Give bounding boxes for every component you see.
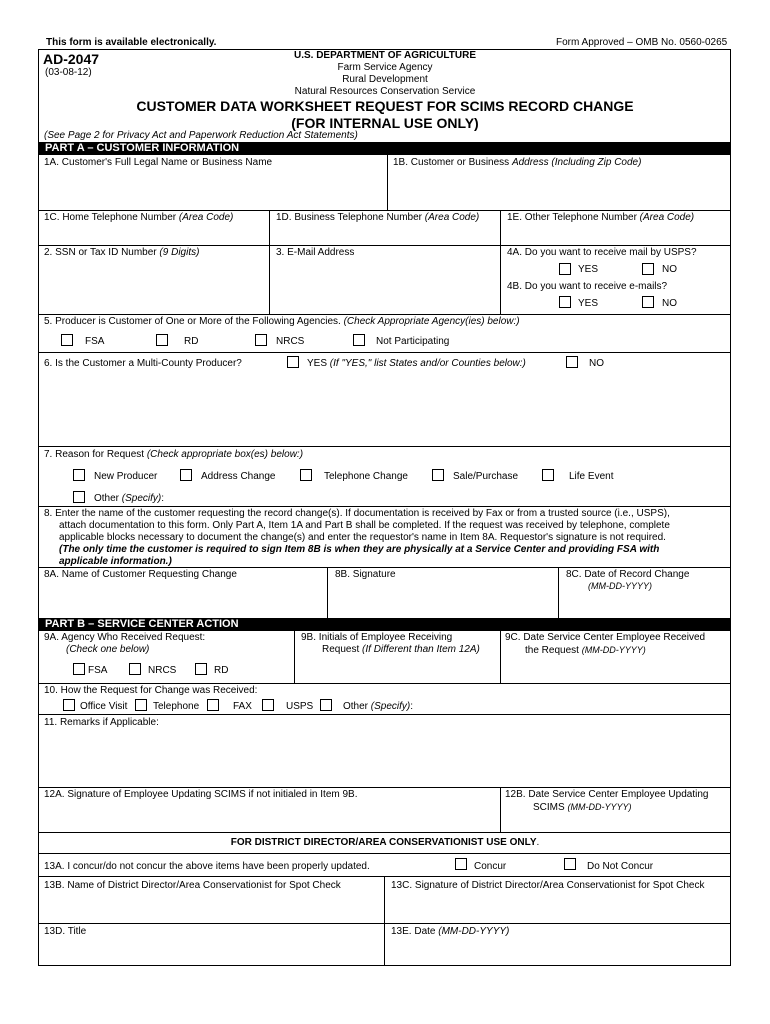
field-9a-label: 9A. Agency Who Received Request: bbox=[44, 632, 206, 643]
field-9b-label-2: Request (If Different than Item 12A) bbox=[322, 644, 480, 655]
reason-sale-purchase-label: Sale/Purchase bbox=[453, 471, 519, 482]
received-date-input[interactable] bbox=[502, 658, 730, 682]
received-fsa-checkbox[interactable] bbox=[73, 663, 85, 675]
field-1b-label: 1B. Customer or Business Address (Including Zip Code) bbox=[393, 157, 642, 168]
states-counties-input[interactable] bbox=[39, 374, 730, 445]
agency-rd-label: RD bbox=[184, 336, 199, 347]
spot-check-name-input[interactable] bbox=[39, 892, 383, 922]
signature-input[interactable] bbox=[329, 582, 557, 617]
usps-mail-no-label: NO bbox=[662, 264, 677, 275]
reason-other-label: Other (Specify): bbox=[94, 493, 165, 504]
customer-address-input[interactable] bbox=[389, 168, 730, 209]
customer-name-input[interactable] bbox=[39, 168, 386, 209]
title-input[interactable] bbox=[39, 939, 383, 964]
agency-nrcs-checkbox[interactable] bbox=[255, 334, 267, 346]
field-1d-label: 1D. Business Telephone Number (Area Code) bbox=[276, 212, 480, 223]
received-rd-checkbox[interactable] bbox=[195, 663, 207, 675]
reason-sale-purchase-checkbox[interactable] bbox=[432, 469, 444, 481]
field-4a-label: 4A. Do you want to receive mail by USPS? bbox=[507, 247, 697, 258]
method-telephone-checkbox[interactable] bbox=[135, 699, 147, 711]
field-1e-label: 1E. Other Telephone Number (Area Code) bbox=[507, 212, 695, 223]
field-6-label: 6. Is the Customer a Multi-County Producer? bbox=[44, 358, 242, 369]
part-a-heading: PART A – CUSTOMER INFORMATION bbox=[39, 142, 731, 155]
form-approval: Form Approved – OMB No. 0560-0265 bbox=[556, 37, 728, 48]
reason-new-producer-label: New Producer bbox=[94, 471, 158, 482]
field-4b-label: 4B. Do you want to receive e-mails? bbox=[507, 281, 668, 292]
requester-name-input[interactable] bbox=[39, 582, 326, 617]
method-other-checkbox[interactable] bbox=[320, 699, 332, 711]
reason-other-checkbox[interactable] bbox=[73, 491, 85, 503]
agency-nrcs-label: NRCS bbox=[276, 336, 305, 347]
employee-initials-input[interactable] bbox=[296, 658, 499, 682]
email-input[interactable] bbox=[271, 260, 499, 313]
multi-county-no-label: NO bbox=[589, 358, 604, 369]
field-9b-label: 9B. Initials of Employee Receiving bbox=[301, 632, 453, 643]
field-1a-label: 1A. Customer's Full Legal Name or Business Name bbox=[44, 157, 273, 168]
method-fax-checkbox[interactable] bbox=[207, 699, 219, 711]
agency-not-participating-label: Not Participating bbox=[376, 336, 450, 347]
field-7-label: 7. Reason for Request (Check appropriate box(es) below:) bbox=[44, 449, 304, 460]
field-2-label: 2. SSN or Tax ID Number (9 Digits) bbox=[44, 247, 200, 258]
spot-check-signature-input[interactable] bbox=[386, 892, 730, 922]
method-usps-checkbox[interactable] bbox=[262, 699, 274, 711]
reason-life-event-checkbox[interactable] bbox=[542, 469, 554, 481]
record-change-date-input[interactable] bbox=[560, 593, 730, 617]
field-13c-label: 13C. Signature of District Director/Area Conservationist for Spot Check bbox=[391, 880, 705, 891]
agency-rd-checkbox[interactable] bbox=[156, 334, 168, 346]
reason-telephone-change-label: Telephone Change bbox=[324, 471, 408, 482]
concur-checkbox[interactable] bbox=[455, 858, 467, 870]
email-opt-no-label: NO bbox=[662, 298, 677, 309]
method-telephone-label: Telephone bbox=[153, 701, 200, 712]
method-fax-label: FAX bbox=[233, 701, 252, 712]
email-opt-yes-label: YES bbox=[578, 298, 599, 309]
reason-address-change-label: Address Change bbox=[201, 471, 276, 482]
field-9c-label: 9C. Date Service Center Employee Received bbox=[505, 632, 706, 643]
agency-nrcs: Natural Resources Conservation Service bbox=[294, 86, 476, 97]
remarks-input[interactable] bbox=[39, 730, 730, 786]
form-title: CUSTOMER DATA WORKSHEET REQUEST FOR SCIMS RECORD CHANGE bbox=[136, 98, 634, 114]
department-name: U.S. DEPARTMENT OF AGRICULTURE bbox=[293, 50, 477, 61]
part-b-heading: PART B – SERVICE CENTER ACTION bbox=[39, 618, 731, 631]
usps-mail-yes-label: YES bbox=[578, 264, 599, 275]
received-nrcs-label: NRCS bbox=[148, 665, 177, 676]
field-8b-label: 8B. Signature bbox=[335, 569, 396, 580]
field-1c-label: 1C. Home Telephone Number (Area Code) bbox=[44, 212, 234, 223]
usps-mail-yes-checkbox[interactable] bbox=[559, 263, 571, 275]
agency-rd: Rural Development bbox=[342, 74, 428, 85]
employee-signature-input[interactable] bbox=[39, 802, 499, 831]
method-office-visit-checkbox[interactable] bbox=[63, 699, 75, 711]
multi-county-no-checkbox[interactable] bbox=[566, 356, 578, 368]
multi-county-yes-label: YES (If "YES," list States and/or Counties below:) bbox=[307, 358, 526, 369]
field-11-label: 11. Remarks if Applicable: bbox=[44, 717, 159, 728]
method-usps-label: USPS bbox=[286, 701, 314, 712]
method-other-label: Other (Specify): bbox=[343, 701, 414, 712]
field-3-label: 3. E-Mail Address bbox=[276, 247, 355, 258]
availability-note: This form is available electronically. bbox=[46, 37, 217, 48]
field-8-instructions: 8. Enter the name of the customer requesting the record change(s). If documentation is received by Fax or from a trusted source (i.e., USPS), attach documentation to this form. Only Part A, Item 1A and Part B shall be completed. If the request was received by telephone, complete applicable blocks necessary to document the change(s) and enter the requestor's name in Item 8A. Requestor's signature is not required. (The only time the customer is required to sign Item 8B is when they are physically at a Service Center and providing FSA with applicable information.) bbox=[44, 508, 670, 567]
reason-address-change-checkbox[interactable] bbox=[180, 469, 192, 481]
reason-telephone-change-checkbox[interactable] bbox=[300, 469, 312, 481]
usps-mail-no-checkbox[interactable] bbox=[642, 263, 654, 275]
privacy-note: (See Page 2 for Privacy Act and Paperwork Reduction Act Statements) bbox=[44, 130, 358, 141]
form-number: AD-2047 bbox=[43, 51, 100, 67]
received-rd-label: RD bbox=[214, 665, 229, 676]
field-8c-label: 8C. Date of Record Change bbox=[566, 569, 690, 580]
field-12b-label-2: SCIMS (MM-DD-YYYY) bbox=[533, 802, 632, 813]
email-opt-no-checkbox[interactable] bbox=[642, 296, 654, 308]
received-fsa-label: FSA bbox=[88, 665, 108, 676]
do-not-concur-checkbox[interactable] bbox=[564, 858, 576, 870]
field-10-label: 10. How the Request for Change was Received: bbox=[44, 685, 258, 696]
field-12a-label: 12A. Signature of Employee Updating SCIMS if not initialed in Item 9B. bbox=[44, 789, 358, 800]
agency-fsa-label: FSA bbox=[85, 336, 105, 347]
update-date-input[interactable] bbox=[502, 814, 730, 831]
agency-fsa-checkbox[interactable] bbox=[61, 334, 73, 346]
spot-check-date-input[interactable] bbox=[386, 939, 730, 964]
multi-county-yes-checkbox[interactable] bbox=[287, 356, 299, 368]
do-not-concur-label: Do Not Concur bbox=[587, 861, 654, 872]
field-13e-label: 13E. Date (MM-DD-YYYY) bbox=[391, 926, 510, 937]
home-phone-input[interactable] bbox=[39, 224, 268, 244]
field-12b-label: 12B. Date Service Center Employee Updating bbox=[505, 789, 709, 800]
district-heading: FOR DISTRICT DIRECTOR/AREA CONSERVATIONIST USE ONLY. bbox=[230, 837, 540, 848]
concur-label: Concur bbox=[474, 861, 507, 872]
field-5-label: 5. Producer is Customer of One or More of the Following Agencies. (Check Appropriate Agency(ies) below:) bbox=[44, 316, 520, 327]
agency-not-participating-checkbox[interactable] bbox=[353, 334, 365, 346]
field-13a-label: 13A. I concur/do not concur the above items have been properly updated. bbox=[44, 861, 370, 872]
form-date: (03-08-12) bbox=[45, 67, 92, 78]
ssn-input[interactable] bbox=[39, 260, 268, 313]
received-nrcs-checkbox[interactable] bbox=[129, 663, 141, 675]
reason-new-producer-checkbox[interactable] bbox=[73, 469, 85, 481]
field-13d-label: 13D. Title bbox=[44, 926, 87, 937]
method-office-visit-label: Office Visit bbox=[80, 701, 128, 712]
business-phone-input[interactable] bbox=[271, 224, 499, 244]
field-13b-label: 13B. Name of District Director/Area Conservationist for Spot Check bbox=[44, 880, 341, 891]
other-phone-input[interactable] bbox=[502, 224, 730, 244]
field-8c-format: (MM-DD-YYYY) bbox=[588, 581, 652, 591]
reason-life-event-label: Life Event bbox=[569, 471, 614, 482]
agency-fsa: Farm Service Agency bbox=[337, 62, 433, 73]
field-9a-hint: (Check one below) bbox=[66, 644, 150, 655]
field-8a-label: 8A. Name of Customer Requesting Change bbox=[44, 569, 237, 580]
email-opt-yes-checkbox[interactable] bbox=[559, 296, 571, 308]
form-subtitle: (FOR INTERNAL USE ONLY) bbox=[291, 115, 479, 131]
field-9c-label-2: the Request (MM-DD-YYYY) bbox=[525, 645, 646, 656]
